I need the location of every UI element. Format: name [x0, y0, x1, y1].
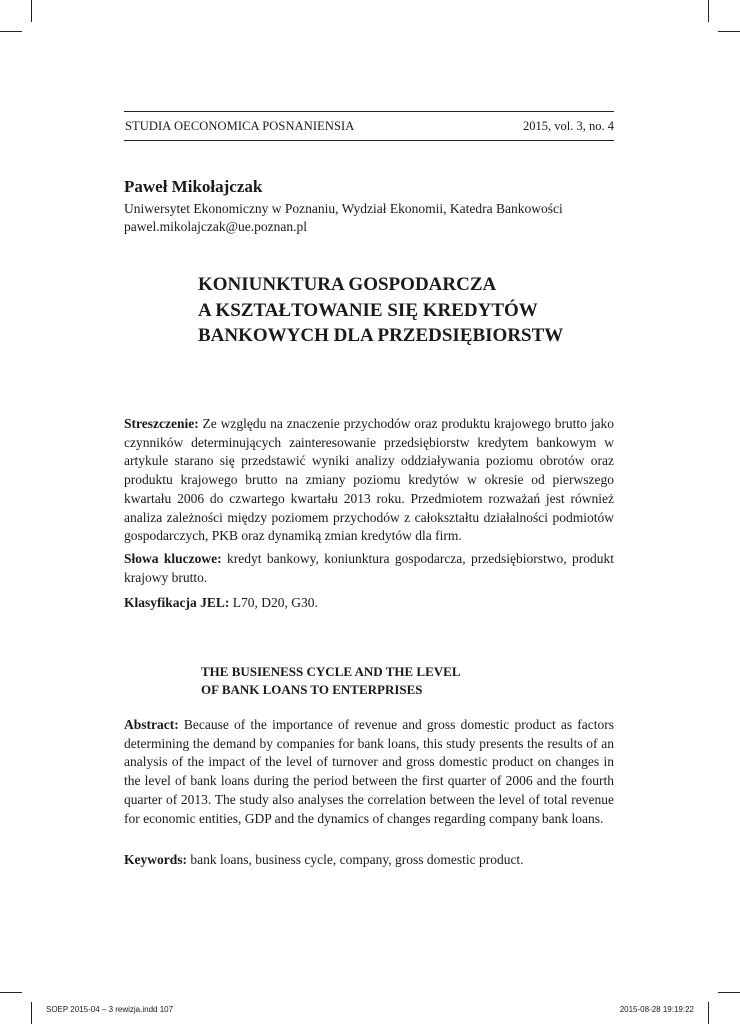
streszczenie-label: Streszczenie:: [124, 416, 199, 431]
title-english: [201, 663, 461, 699]
slowa-kluczowe-paragraph: [124, 550, 614, 587]
crop-mark-top-right-h: [718, 31, 740, 32]
title-polish: [198, 272, 563, 349]
keywords-paragraph: [124, 851, 614, 870]
header-rule-bottom: [124, 140, 614, 141]
author-name: Paweł Mikołajczak: [124, 177, 263, 196]
keywords-text: bank loans, business cycle, company, gross domestic product.: [187, 852, 524, 867]
author-affiliation-block: [124, 200, 563, 236]
klasyfikacja-label: Klasyfikacja JEL:: [124, 595, 230, 610]
title-polish-line: A KSZTAŁTOWANIE SIĘ KREDYTÓW: [198, 299, 538, 321]
author-email: pawel.mikolajczak@ue.poznan.pl: [124, 219, 307, 234]
klasyfikacja-text: L70, D20, G30.: [229, 595, 318, 610]
crop-mark-top-left: [31, 0, 32, 22]
crop-mark-bottom-left-h: [0, 992, 22, 993]
header-rule-top: [124, 111, 614, 112]
abstract-label: Abstract:: [124, 717, 179, 732]
crop-mark-top-right: [708, 0, 709, 22]
author-affiliation: Uniwersytet Ekonomiczny w Poznaniu, Wydział Ekonomii, Katedra Bankowości: [124, 201, 563, 216]
streszczenie-paragraph: [124, 415, 614, 546]
footer-file-name: SOEP 2015-04 – 3 rewizja.indd 107: [46, 1005, 174, 1014]
crop-mark-bottom-left: [31, 1002, 32, 1024]
abstract-paragraph: [124, 716, 614, 828]
slowa-kluczowe-text: kredyt bankowy, koniunktura gospodarcza, przedsiębiorstwo, produkt krajowy brutto.: [124, 551, 615, 585]
crop-mark-top-left-h: [0, 31, 22, 32]
abstract-text: Because of the importance of revenue and gross domestic product as factors determining the demand by companies for bank loans, this study presents the results of an analysis of the impact of the level of turnover and gross domestic product on changes in the level of bank loans during the period between the first quarter of 2006 and the fourth quarter of 2013. The study also analyses the correlation between the level of total revenue for economic entities, GDP and the dynamics of changes regarding company bank loans.: [124, 717, 614, 826]
streszczenie-text: Ze względu na znaczenie przychodów oraz produktu krajowego brutto jako czynników determinujących zainteresowanie przedsiębiorstw kredytem bankowym w artykule starano się przedstawić wyniki analizy oddziaływania poziomu obrotów oraz produktu krajowego brutto na zmiany poziomu kredytów w okresie od pierwszego kwartału 2006 do czwartego kwartału 2013 roku. Przedmiotem rozważań jest również analiza zależności między poziomem przychodów z całokształtu działalności podmiotów gospodarczych, PKB oraz dynamiką zmian kredytów dla firm.: [124, 416, 614, 544]
klasyfikacja-paragraph: [124, 594, 614, 613]
journal-volume: 2015, vol. 3, no. 4: [523, 119, 614, 133]
journal-name: STUDIA OECONOMICA POSNANIENSIA: [125, 119, 355, 133]
title-polish-line: BANKOWYCH DLA PRZEDSIĘBIORSTW: [198, 325, 564, 346]
footer-timestamp: 2015-08-28 19:19:22: [619, 1005, 694, 1014]
keywords-label: Keywords:: [124, 852, 187, 867]
title-english-line: THE BUSIENESS CYCLE AND THE LEVEL: [201, 664, 461, 679]
title-polish-line: KONIUNKTURA GOSPODARCZA: [198, 274, 497, 295]
crop-mark-bottom-right: [708, 1002, 709, 1024]
title-english-line: OF BANK LOANS TO ENTERPRISES: [201, 682, 423, 697]
slowa-kluczowe-label: Słowa kluczowe:: [124, 551, 222, 566]
crop-mark-bottom-right-h: [718, 992, 740, 993]
